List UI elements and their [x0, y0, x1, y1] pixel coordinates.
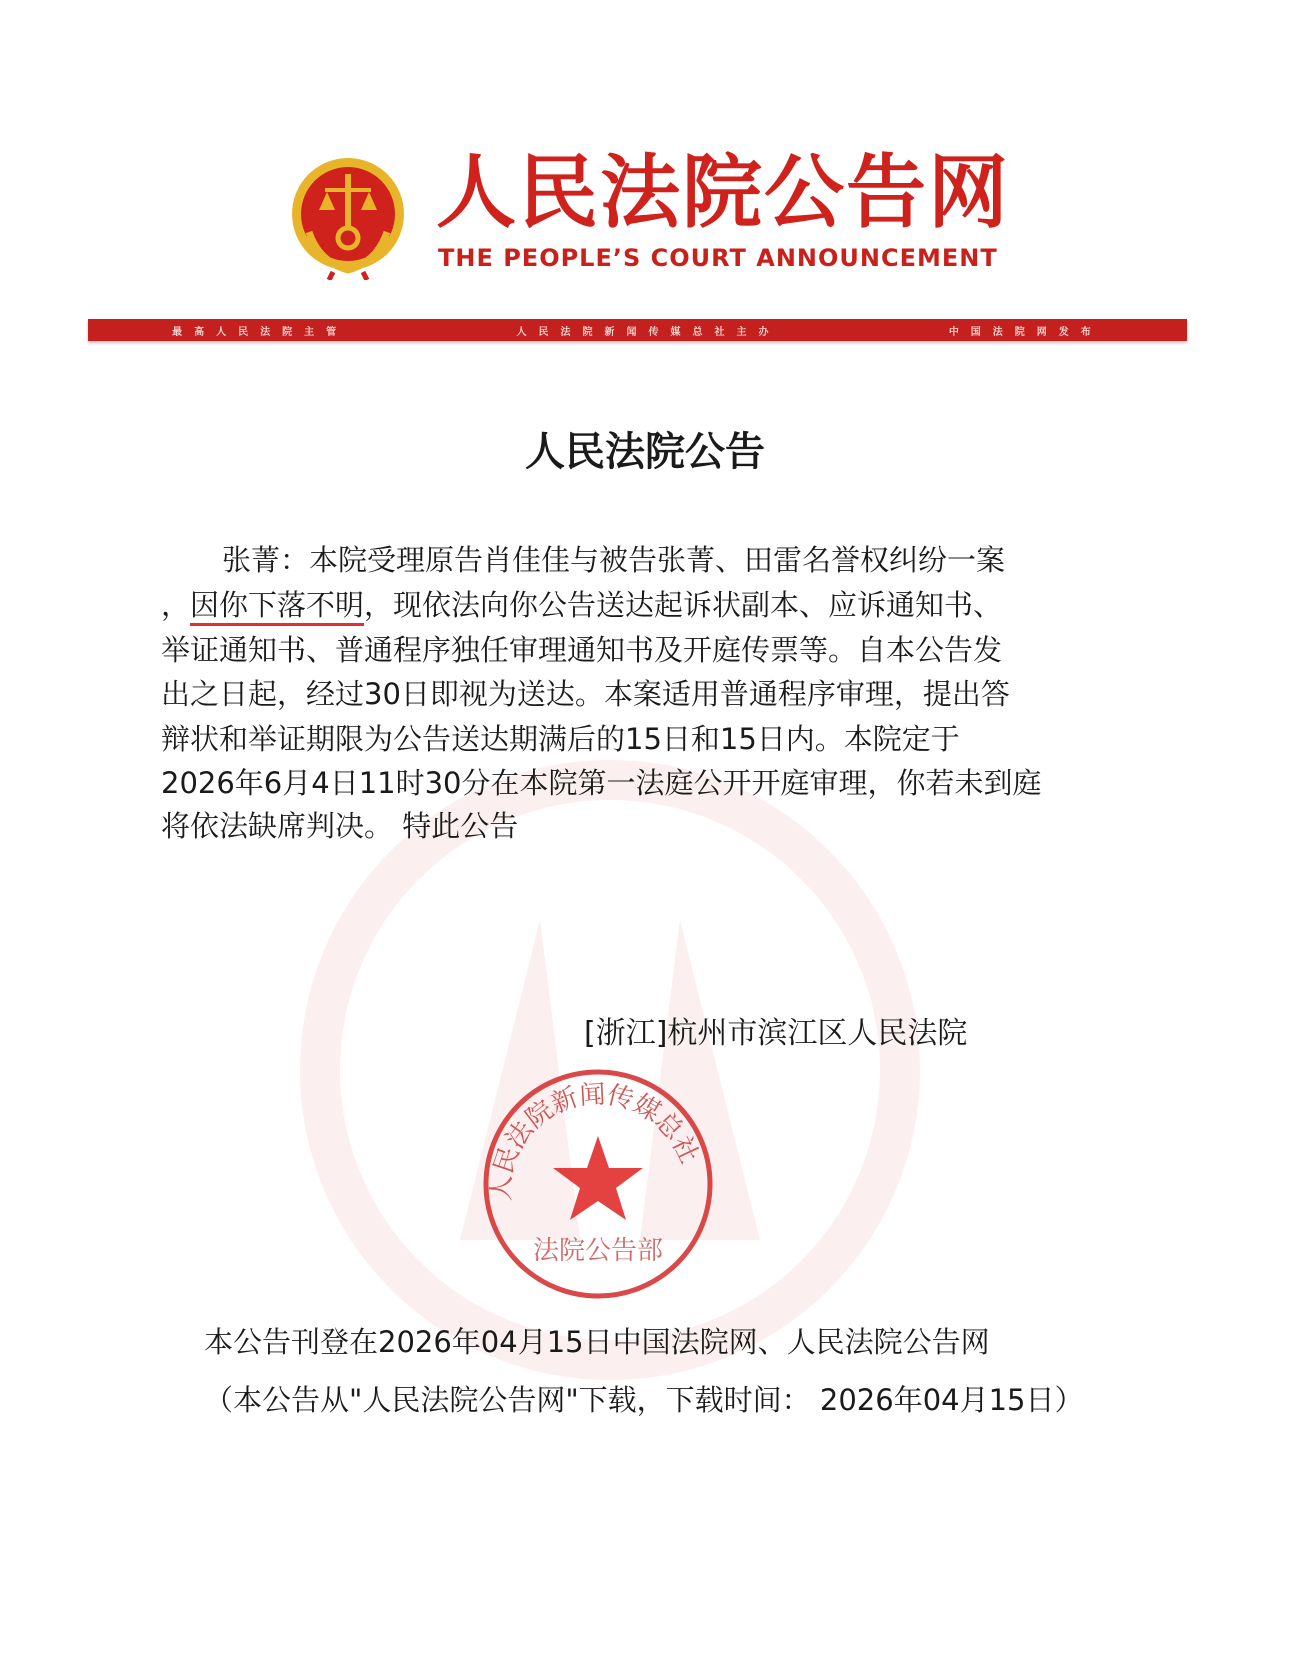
- seal-inner-text: 法院公告部: [532, 1236, 664, 1266]
- body-line: 将依法缺席判决。 特此公告: [161, 809, 519, 843]
- body-line: 张菁：本院受理原告肖佳佳与被告张菁、田雷名誉权纠纷一案: [222, 543, 1006, 577]
- official-seal: [478, 1064, 718, 1304]
- court-name: [浙江]杭州市滨江区人民法院: [584, 1016, 968, 1051]
- court-emblem-logo: [289, 152, 407, 280]
- site-subtitle: THE PEOPLE’S COURT ANNOUNCEMENT: [438, 244, 998, 272]
- body-line: 出之日起，经过30日即视为送达。本案适用普通程序审理，提出答: [161, 677, 1010, 711]
- body-line: 举证通知书、普通程序独任审理通知书及开庭传票等。自本公告发: [161, 633, 1003, 667]
- site-title: 人民法院公告网: [436, 146, 1010, 239]
- highlighted-phrase: 因你下落不明: [190, 588, 364, 626]
- body-line: 辩状和举证期限为公告送达期满后的15日和15日内。本院定于: [161, 722, 960, 756]
- header-bar: [88, 319, 1187, 341]
- bar-item: 最高人民法院主管: [172, 326, 349, 338]
- download-note: （本公告从"人民法院公告网"下载，下载时间： 2026年04月15日）: [204, 1383, 1084, 1417]
- seal-outer-text: 人民法院新闻传媒总社: [486, 1079, 704, 1202]
- body-line: 2026年6月4日11时30分在本院第一法庭公开开庭审理，你若未到庭: [161, 766, 1042, 800]
- bar-item: 人民法院新闻传媒总社主办: [516, 326, 781, 338]
- publication-note: 本公告刊登在2026年04月15日中国法院网、人民法院公告网: [204, 1325, 990, 1359]
- body-line: [161, 585, 1002, 625]
- bar-item: 中国法院网发布: [948, 326, 1103, 338]
- body-text: ，现依法向你公告送达起诉状副本、应诉通知书、: [364, 588, 1003, 622]
- document-heading: 人民法院公告: [525, 429, 765, 475]
- comma: ，: [161, 588, 191, 622]
